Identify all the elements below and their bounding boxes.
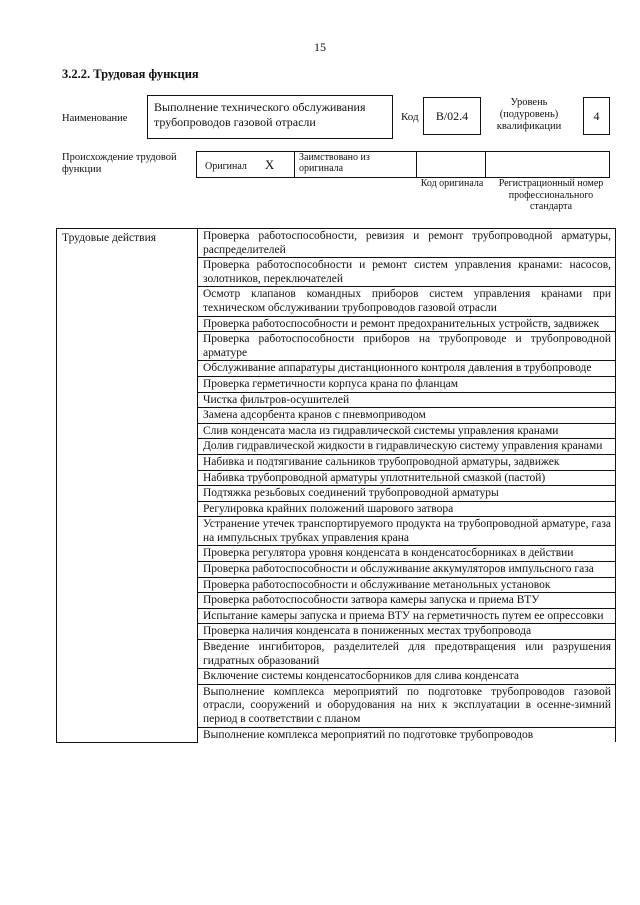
origin-label: Происхождение трудовой функции	[62, 152, 177, 175]
labor-action-item: Подтяжка резьбовых соединений трубопроводной арматуры	[198, 486, 616, 502]
labor-action-item: Набивка трубопроводной арматуры уплотнительной смазкой (пастой)	[198, 470, 616, 486]
labor-action-item: Выполнение комплекса мероприятий по подготовке трубопроводов	[198, 727, 616, 742]
origin-reg-cell	[486, 152, 610, 178]
labor-action-item: Проверка наличия конденсата в пониженных местах трубопровода	[198, 624, 616, 640]
labor-actions-table	[56, 228, 616, 743]
function-name-value: Выполнение технического обслуживания трубопроводов газовой отрасли	[147, 95, 393, 139]
labor-action-item: Обслуживание аппаратуры дистанционного контроля давления в трубопроводе	[198, 361, 616, 377]
labor-action-item: Включение системы конденсатосборников для слива конденсата	[198, 669, 616, 685]
labor-actions-header: Трудовые действия	[57, 229, 198, 743]
labor-action-item: Осмотр клапанов командных приборов систем управления кранами при техническом обслуживании трубопроводов газовой отрасли	[198, 287, 616, 316]
level-value: 4	[583, 97, 610, 135]
origin-borrowed-cell	[295, 152, 417, 178]
origin-original-label: Оригинал	[205, 160, 247, 172]
labor-action-item: Слив конденсата масла из гидравлической системы управления кранами	[198, 423, 616, 439]
origin-original-cell	[197, 152, 295, 178]
function-code-value: B/02.4	[423, 97, 481, 135]
origin-borrowed-label: Заимствовано из оригинала	[299, 152, 370, 174]
origin-code-cell	[417, 152, 486, 178]
labor-action-item: Проверка работоспособности, ревизия и ремонт трубопроводной арматуры, распределителей	[198, 229, 616, 258]
labor-action-item: Проверка работоспособности и ремонт систем управления кранами: насосов, золотников, переключателей	[198, 258, 616, 287]
section-title: 3.2.2. Трудовая функция	[62, 67, 199, 81]
labor-action-item: Долив гидравлической жидкости в гидравлическую систему управления кранами	[198, 439, 616, 455]
labor-action-item: Проверка работоспособности и обслуживание метанольных установок	[198, 577, 616, 593]
page-number: 15	[314, 40, 326, 54]
origin-code-caption: Код оригинала	[420, 178, 484, 189]
labor-action-item: Проверка регулятора уровня конденсата в конденсатосборниках в действии	[198, 546, 616, 562]
labor-action-item: Проверка работоспособности затвора камеры запуска и приема ВТУ	[198, 593, 616, 609]
origin-original-mark: X	[264, 156, 275, 172]
labor-action-item: Проверка работоспособности и ремонт предохранительных устройств, задвижек	[198, 316, 616, 332]
labor-action-row	[57, 229, 616, 258]
labor-action-item: Регулировка крайних положений шарового затвора	[198, 501, 616, 517]
name-label: Наименование	[62, 113, 128, 124]
labor-action-item: Замена адсорбента кранов с пневмоприводом	[198, 408, 616, 424]
labor-action-item: Введение ингибиторов, разделителей для предотвращения или разрушения гидратных образований	[198, 640, 616, 669]
labor-action-item: Испытание камеры запуска и приема ВТУ на герметичность путем ее опрессовки	[198, 608, 616, 624]
labor-action-item: Устранение утечек транспортируемого продукта на трубопроводной арматуре, газа на импульсных трубках управления крана	[198, 517, 616, 546]
code-label: Код	[401, 111, 419, 123]
labor-action-item: Выполнение комплекса мероприятий по подготовке трубопроводов газовой отрасли, сооружений и оборудования на них к эксплуатации в осенне-зимний период в соответствии с планом	[198, 684, 616, 727]
level-label: Уровень (подуровень) квалификации	[496, 97, 562, 132]
labor-action-item: Проверка работоспособности приборов на трубопроводе и трубопроводной арматуре	[198, 332, 616, 361]
origin-reg-caption: Регистрационный номер профессионального стандарта	[498, 178, 604, 212]
labor-action-item: Набивка и подтягивание сальников трубопроводной арматуры, задвижек	[198, 454, 616, 470]
labor-action-item: Проверка работоспособности и обслуживание аккумуляторов импульсного газа	[198, 562, 616, 578]
labor-action-item: Чистка фильтров-осушителей	[198, 392, 616, 408]
origin-table	[196, 151, 610, 178]
labor-action-item: Проверка герметичности корпуса крана по фланцам	[198, 376, 616, 392]
